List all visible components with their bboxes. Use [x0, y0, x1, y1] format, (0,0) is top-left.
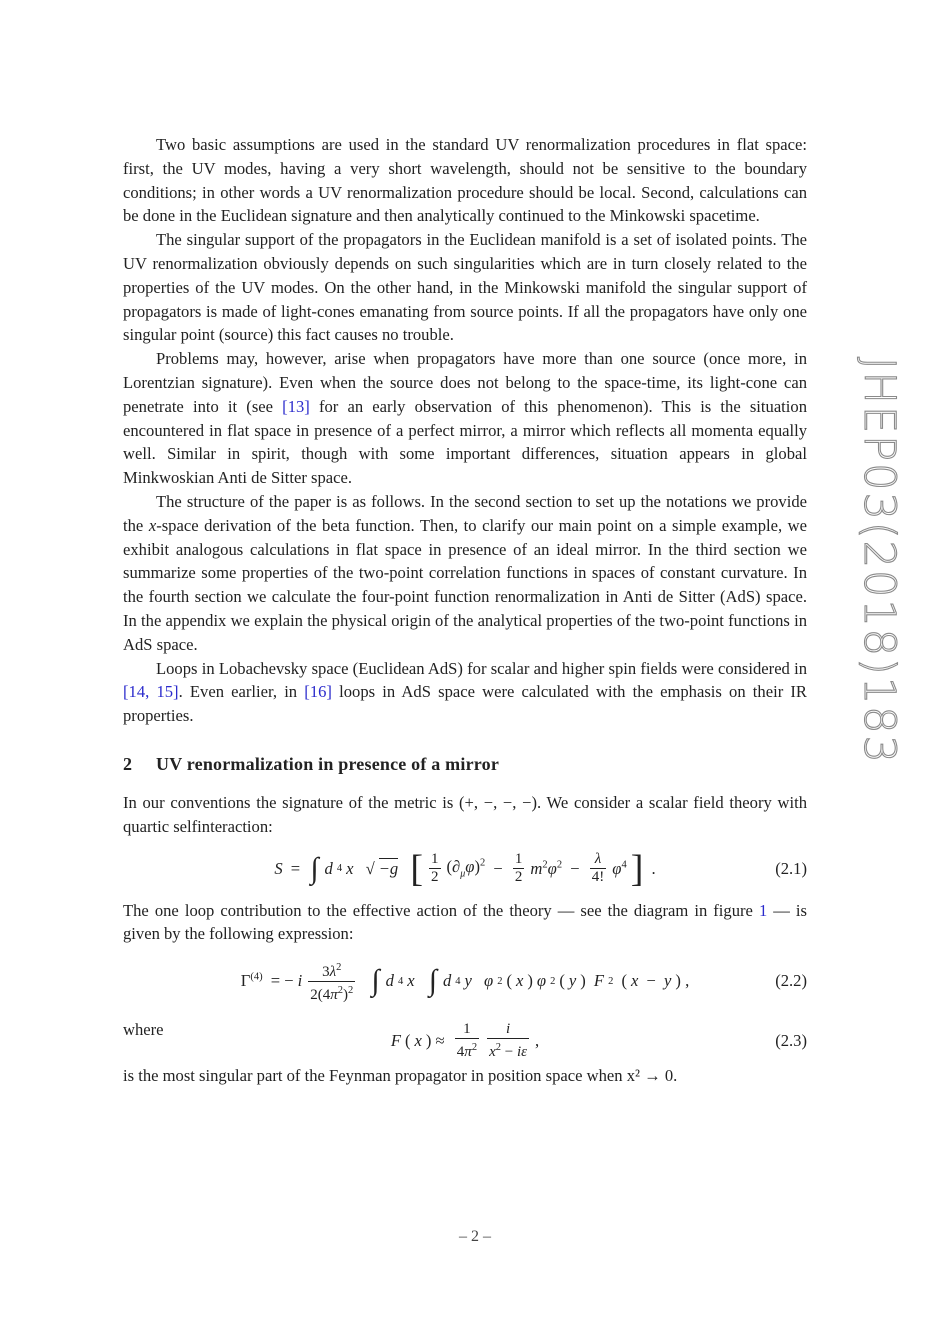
- text-span: -space derivation of the beta function. Then, to clarify our main point on a simple example, we exhibit analogous calculations in flat space in presence of an ideal mirror. In the third section we summarize some properties of the two-point correlation functions in spaces of constant curvature. In the fourth section we calculate the four-point function renormalization in Anti de Sitter (AdS) space. In the appendix we explain the physical origin of the analytical properties of the two-point functions in AdS space.: [123, 515, 807, 654]
- section-number: 2: [123, 753, 133, 774]
- intro-paragraph-4: [123, 490, 807, 657]
- citation-16-link[interactable]: [16]: [304, 682, 332, 702]
- equation-2-2: [123, 946, 807, 1016]
- math-x: x: [148, 515, 157, 535]
- page-body: [123, 133, 807, 1088]
- jhep-stamp: [845, 355, 905, 785]
- text-span: — is given by the following expression:: [123, 900, 807, 944]
- conventions-paragraph: In our conventions the signature of the metric is (+, −, −, −). We consider a scalar field theory with quartic selfinteraction:: [123, 792, 807, 836]
- equation-2-1-body: S = ∫ d 4 x √ −g [ $\frac{1}{2}$ $(\partial_\mu\varphi)^2$ − $\frac{1}{2}$ $m^2\varphi^2$ − $\frac{\lambda}{4!}$ $\varphi^4$ ] .: [274, 847, 656, 890]
- where-label: where: [123, 1020, 164, 1040]
- text-span: The one loop contribution to the effective action of the theory — see the diagram in figure: [123, 900, 759, 920]
- text-span: loops in AdS space were calculated with the emphasis on their IR properties.: [123, 682, 807, 726]
- equation-2-1: [123, 839, 807, 899]
- intro-paragraph-5: [123, 657, 807, 728]
- equation-number: (2.2): [775, 971, 807, 991]
- intro-paragraph-2: The singular support of the propagators in the Euclidean manifold is a set of isolated points. The UV renormalization obviously depends on such singularities which are in turn closely related to the properties of the UV modes. On the other hand, in the Minkowski manifold the singular support of propagators is made of light-cones emanating from source points. If all the propagators have only one singular point (source) this fact causes no trouble.: [123, 230, 807, 345]
- intro-paragraph-3: [123, 347, 807, 490]
- jhep-stamp-text: JHEP03(2018)183: [854, 357, 904, 765]
- equation-number: (2.1): [775, 858, 807, 878]
- section-title: UV renormalization in presence of a mirror: [156, 753, 500, 774]
- intro-paragraph-1: Two basic assumptions are used in the standard UV renormalization procedures in flat space: first, the UV modes, having a very short wavelength, should not be sensitive to the boundary conditions; in other words a UV renormalization procedure should be local. Second, calculations can be done in the Euclidean signature and then analytically continued to the Minkowski spacetime.: [123, 135, 807, 226]
- text-span: for an early observation of this phenomenon). This is the situation encountered in flat space in presence of a perfect mirror, a mirror which reflects all momenta equally well. Similar in spirit, though with some important differences, situation appears in global Minkwoskian Anti de Sitter space.: [123, 396, 807, 488]
- text-span: Loops in Lobachevsky space (Euclidean AdS) for scalar and higher spin fields were considered in: [156, 658, 807, 678]
- figure-1-link[interactable]: 1: [758, 900, 768, 920]
- page-number: – 2 –: [459, 1228, 491, 1245]
- citation-14-15-link[interactable]: [14, 15]: [123, 682, 179, 702]
- one-loop-paragraph: [123, 899, 807, 947]
- equation-2-2-body: $\Gamma^{(4)}$ = − i $\frac{3\lambda^2}{2(4\pi^2)^2}$ ∫ d 4 x ∫ d 4 y φ 2 ( x ) φ 2 ( y ) F 2 ( x − y ) ,: [240, 961, 690, 1003]
- final-sentence: is the most singular part of the Feynman propagator in position space when x² → 0.: [123, 1066, 678, 1086]
- equation-number: (2.3): [775, 1031, 807, 1051]
- equation-2-3: [123, 1018, 807, 1064]
- text-span: . Even earlier, in: [178, 682, 305, 702]
- equation-2-3-body: F ( x ) ≈ $\frac{1}{4\pi^2}$ $\frac{i}{x^2 - i\varepsilon}$ ,: [390, 1021, 540, 1061]
- text-span: The structure of the paper is as follows. In the second section to set up the notations we provide the: [123, 491, 807, 535]
- citation-13-link[interactable]: [13]: [282, 396, 310, 416]
- section-heading: [123, 754, 807, 775]
- text-span: Problems may, however, arise when propagators have more than one source (once more, in Lorentzian signature). Even when the source does not belong to the space-time, its light-cone can penetrate into it (see: [123, 349, 807, 416]
